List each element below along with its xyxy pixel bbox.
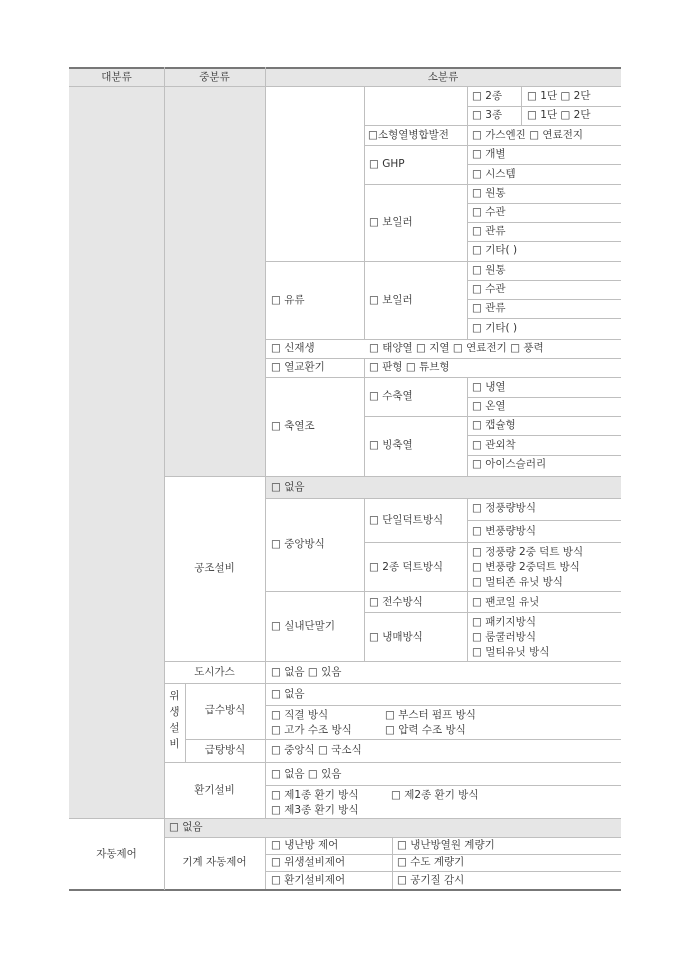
divider xyxy=(467,299,621,300)
hvac-none-checkbox[interactable]: □ 없음 xyxy=(271,481,305,493)
ghp-checkbox[interactable]: □ GHP xyxy=(369,158,405,170)
oil-boiler-round[interactable]: □ 원통 xyxy=(472,264,506,276)
boiler-round[interactable]: □ 원통 xyxy=(472,187,506,199)
single-duct-checkbox[interactable]: □ 단일덕트방식 xyxy=(369,514,444,526)
header-middle: 중분류 xyxy=(199,71,230,83)
room-cooler-type[interactable]: □ 룸쿨러방식 xyxy=(472,631,536,643)
single-duct-vav[interactable]: □ 변풍량방식 xyxy=(472,525,536,537)
header-minor: 소분류 xyxy=(427,71,459,83)
column-divider xyxy=(467,145,468,261)
indoor-terminal-checkbox[interactable]: □ 실내단말기 xyxy=(271,620,335,632)
elevated-tank[interactable]: □ 고가 수조 방식 xyxy=(271,724,352,736)
ventilation-type-3[interactable]: □ 제3종 환기 방식 xyxy=(271,804,359,816)
divider xyxy=(467,520,621,521)
divider xyxy=(265,871,621,872)
divider xyxy=(467,241,621,242)
hvac-none-fill xyxy=(265,477,621,498)
divider xyxy=(265,261,621,262)
ventilation-type-1[interactable]: □ 제1종 환기 방식 xyxy=(271,789,359,801)
water-supply-none[interactable]: □ 없음 xyxy=(271,688,305,700)
water-meter[interactable]: □ 수도 계량기 xyxy=(397,856,465,868)
chp-checkbox[interactable]: □소형열병합발전 xyxy=(368,129,449,141)
ventilation-label: 환기설비 xyxy=(194,784,235,796)
divider xyxy=(364,542,621,543)
ice-storage-checkbox[interactable]: □ 빙축열 xyxy=(369,439,413,451)
divider xyxy=(364,612,621,613)
table-top-border xyxy=(69,67,621,69)
sanitary-label-char: 생 xyxy=(169,706,180,718)
divider xyxy=(364,184,621,185)
boiler-checkbox[interactable]: □ 보일러 xyxy=(369,216,413,228)
table-bottom-border xyxy=(69,889,621,891)
divider xyxy=(467,435,621,436)
automation-none[interactable]: □ 없음 xyxy=(169,821,203,833)
column-divider xyxy=(364,498,365,661)
divider xyxy=(467,318,621,319)
ac-control[interactable]: □ 냉난방 제어 xyxy=(271,839,339,851)
divider xyxy=(265,339,621,340)
column-divider xyxy=(364,358,365,476)
multi-unit-type[interactable]: □ 멀티유닛 방식 xyxy=(472,646,550,658)
divider xyxy=(265,705,621,706)
divider xyxy=(467,222,621,223)
absorption-stage-options[interactable]: □ 1단 □ 2단 xyxy=(527,90,591,102)
column-divider xyxy=(467,498,468,661)
divider xyxy=(265,785,621,786)
air-quality-monitor[interactable]: □ 공기질 감시 xyxy=(397,874,465,886)
divider xyxy=(69,818,621,819)
column-divider xyxy=(467,377,468,476)
direct-connection[interactable]: □ 직결 방식 xyxy=(271,709,329,721)
water-storage-warm[interactable]: □ 온열 xyxy=(472,400,506,412)
dual-duct-cav[interactable]: □ 정풍량 2중 덕트 방식 xyxy=(472,546,584,558)
absorption-stage-options[interactable]: □ 1단 □ 2단 xyxy=(527,109,591,121)
dual-duct-vav[interactable]: □ 변풍량 2중덕트 방식 xyxy=(472,561,580,573)
absorption-type-2[interactable]: □ 2종 xyxy=(472,90,503,102)
divider xyxy=(364,125,621,126)
oil-checkbox[interactable]: □ 유류 xyxy=(271,294,305,306)
oil-boiler-water-tube[interactable]: □ 수관 xyxy=(472,283,506,295)
ghp-individual[interactable]: □ 개별 xyxy=(472,148,506,160)
heat-exchanger-options[interactable]: □ 판형 □ 튜브형 xyxy=(369,361,450,373)
divider xyxy=(164,762,621,763)
oil-boiler-other[interactable]: □ 기타( ) xyxy=(472,322,518,334)
hot-water-label: 급탕방식 xyxy=(204,744,246,756)
heat-exchanger-checkbox[interactable]: □ 열교환기 xyxy=(271,361,325,373)
refrigerant-checkbox[interactable]: □ 냉매방식 xyxy=(369,631,423,643)
ice-capsule[interactable]: □ 캡슐형 xyxy=(472,419,516,431)
mechanical-automation-label: 기계 자동제어 xyxy=(182,856,247,868)
divider xyxy=(467,455,621,456)
divider xyxy=(467,203,621,204)
divider xyxy=(164,476,621,477)
divider xyxy=(265,591,621,592)
sanitary-label-char: 위 xyxy=(169,690,180,702)
hot-water-options[interactable]: □ 중앙식 □ 국소식 xyxy=(271,744,362,756)
column-divider xyxy=(392,837,393,889)
all-water-checkbox[interactable]: □ 전수방식 xyxy=(369,596,423,608)
ice-outer-tube[interactable]: □ 관외착 xyxy=(472,439,516,451)
ice-slurry[interactable]: □ 아이스슬러리 xyxy=(472,458,547,470)
water-storage-checkbox[interactable]: □ 수축열 xyxy=(369,390,413,402)
divider xyxy=(265,358,621,359)
header-major: 대분류 xyxy=(101,71,132,83)
ventilation-options[interactable]: □ 없음 □ 있음 xyxy=(271,768,342,780)
water-supply-label: 급수방식 xyxy=(204,704,246,716)
column-divider xyxy=(265,837,266,889)
divider xyxy=(164,661,621,662)
column-divider xyxy=(364,86,365,339)
sanitary-label-char: 설 xyxy=(169,722,180,734)
divider xyxy=(467,164,621,165)
boiler-once-through[interactable]: □ 관류 xyxy=(472,225,506,237)
ventilation-control[interactable]: □ 환기설비제어 xyxy=(271,874,346,886)
divider xyxy=(265,498,621,499)
middle-category-fill xyxy=(164,86,265,476)
ventilation-type-2[interactable]: □ 제2종 환기 방식 xyxy=(391,789,479,801)
hvac-central-checkbox[interactable]: □ 중앙방식 xyxy=(271,538,325,550)
pressure-tank[interactable]: □ 압력 수조 방식 xyxy=(385,724,466,736)
package-type[interactable]: □ 패키지방식 xyxy=(472,616,536,628)
multizone-unit[interactable]: □ 멀티존 유닛 방식 xyxy=(472,576,563,588)
divider xyxy=(265,854,621,855)
single-duct-cav[interactable]: □ 정풍량방식 xyxy=(472,502,536,514)
thermal-storage-checkbox[interactable]: □ 축열조 xyxy=(271,420,315,432)
renewable-checkbox[interactable]: □ 신재생 xyxy=(271,342,315,354)
ghp-system[interactable]: □ 시스템 xyxy=(472,168,516,180)
column-divider xyxy=(467,86,468,145)
fan-coil-unit[interactable]: □ 팬코일 유닛 xyxy=(472,596,540,608)
water-storage-cool[interactable]: □ 냉열 xyxy=(472,381,506,393)
header-bottom-line xyxy=(69,86,621,87)
boiler-other[interactable]: □ 기타( ) xyxy=(472,244,518,256)
boiler-water-tube[interactable]: □ 수관 xyxy=(472,206,506,218)
divider xyxy=(467,397,621,398)
oil-boiler-once-through[interactable]: □ 관류 xyxy=(472,302,506,314)
divider xyxy=(164,683,621,684)
column-divider xyxy=(521,86,522,125)
chp-options[interactable]: □ 가스엔진 □ 연료전지 xyxy=(472,129,583,141)
column-divider xyxy=(467,261,468,339)
divider xyxy=(467,280,621,281)
divider xyxy=(364,416,621,417)
sanitary-control[interactable]: □ 위생설비제어 xyxy=(271,856,346,868)
automation-none-fill xyxy=(164,818,621,837)
city-gas-label: 도시가스 xyxy=(194,666,235,678)
oil-boiler-checkbox[interactable]: □ 보일러 xyxy=(369,294,413,306)
automation-label: 자동제어 xyxy=(96,848,137,860)
major-category-fill xyxy=(69,86,164,818)
sanitary-label-char: 비 xyxy=(169,738,180,750)
divider xyxy=(265,377,621,378)
absorption-type-3[interactable]: □ 3종 xyxy=(472,109,503,121)
divider xyxy=(185,739,621,740)
city-gas-options[interactable]: □ 없음 □ 있음 xyxy=(271,666,342,678)
column-divider xyxy=(265,86,266,818)
divider xyxy=(467,106,621,107)
booster-pump[interactable]: □ 부스터 펌프 방식 xyxy=(385,709,476,721)
renewable-options[interactable]: □ 태양열 □ 지열 □ 연료전기 □ 풍력 xyxy=(369,342,544,354)
column-divider xyxy=(164,67,165,890)
dual-duct-checkbox[interactable]: □ 2종 덕트방식 xyxy=(369,561,443,573)
ac-heat-meter[interactable]: □ 냉난방열원 계량기 xyxy=(397,839,495,851)
divider xyxy=(364,145,621,146)
hvac-label: 공조설비 xyxy=(194,562,235,574)
